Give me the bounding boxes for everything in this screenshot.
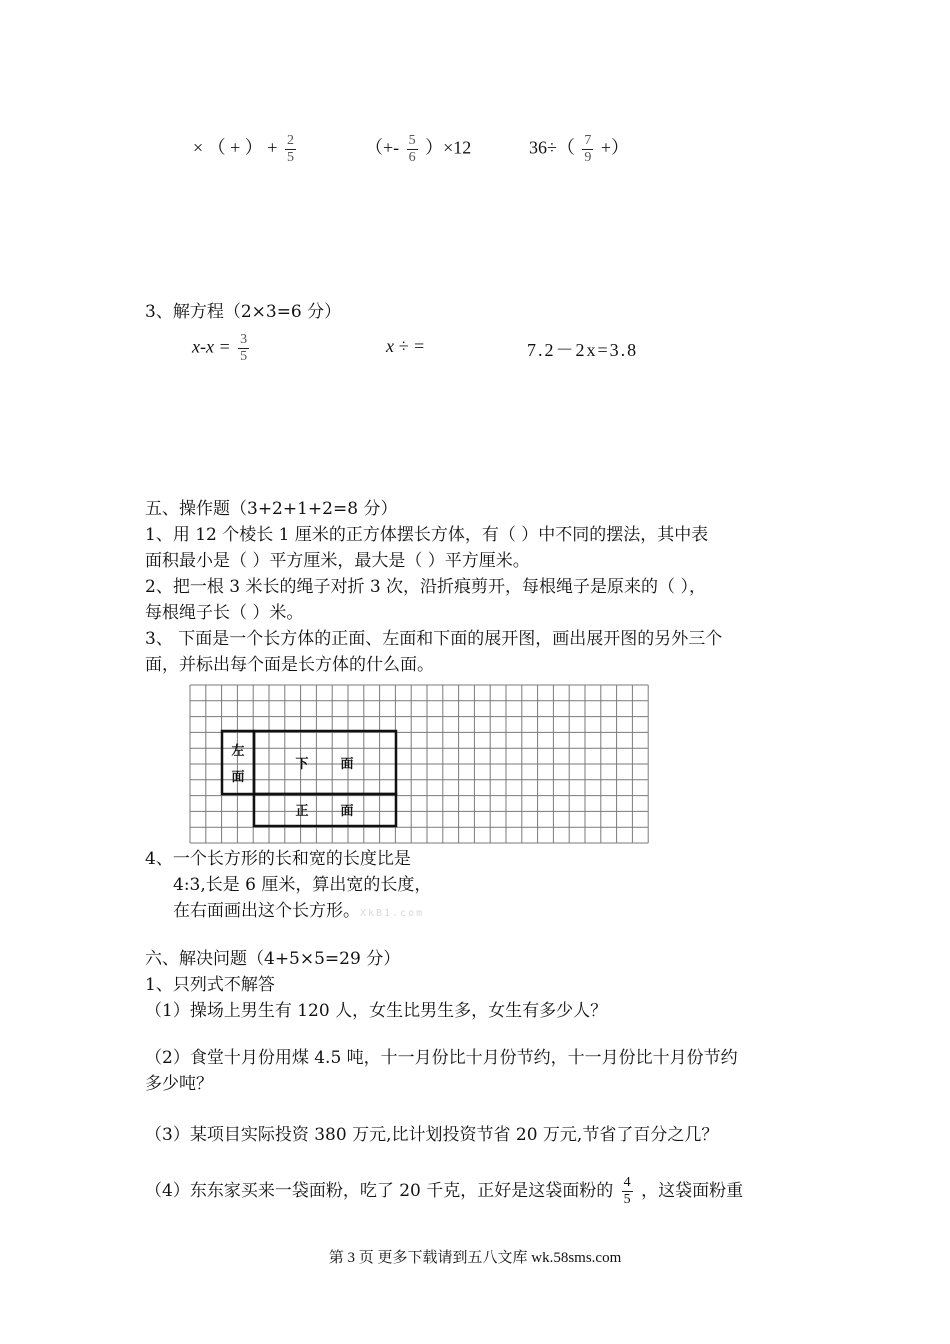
bottom-face-label-2: 面 (340, 757, 354, 772)
s5-q1-line2: 面积最小是（ ）平方厘米，最大是（ ）平方厘米。 (145, 551, 530, 571)
section5-heading: 五、操作题（3+2+1+2=8 分） (145, 499, 398, 519)
equation-3: 7.2－2x=3.8 (527, 340, 639, 360)
s5-q3-line2: 面，并标出每个面是长方体的什么面。 (145, 655, 434, 675)
page-footer: 第 3 页 更多下载请到五八文库 wk.58sms.com (328, 1250, 622, 1266)
s6-problem-4-right: ，这袋面粉重 (641, 1181, 744, 1201)
s5-q1-line1: 1、用 12 个棱长 1 厘米的正方体摆长方体，有（ ）中不同的摆法，其中表 (145, 525, 709, 545)
calc-expr2-fraction: $\frac{5}{6}$ (408, 133, 416, 165)
s6-problem-1: （1）操场上男生有 120 人，女生比男生多，女生有多少人？ (145, 1001, 608, 1021)
front-face-label-1: 正 (295, 804, 309, 819)
grid-lines (190, 685, 648, 843)
calc-expr2-left: （+- (365, 137, 400, 158)
equations-heading: 3、解方程（2×3=6 分） (145, 302, 342, 322)
front-face-rect (254, 794, 396, 826)
calc-expr2-right: ）×12 (425, 137, 472, 158)
calc-expr3-fraction: $\frac{7}{9}$ (584, 133, 592, 165)
left-face-label-2: 面 (231, 770, 245, 785)
left-face-label-1: 左 (231, 744, 245, 759)
s5-q2-line2: 每根绳子长（ ）米。 (145, 603, 304, 623)
equation-1 (192, 332, 252, 365)
s6-problem-2-line2: 多少吨？ (145, 1074, 213, 1094)
s6-problem-4-fraction: $\frac{4}{5}$ (623, 1175, 631, 1207)
equation-2: x ÷ = (386, 336, 426, 356)
calc-expr3-right: +） (600, 137, 630, 158)
section6-heading: 六、解决问题（4+5×5=29 分） (145, 949, 401, 969)
s5-q4-text: 在右面画出这个长方形。 (173, 901, 360, 921)
s6-problem-4 (145, 1175, 743, 1208)
s6-problem-2-line1: （2）食堂十月份用煤 4.5 吨，十一月份比十月份节约，十一月份比十月份节约 (145, 1048, 738, 1068)
watermark: XkB1.com (360, 908, 425, 919)
s6-problem-3: （3）某项目实际投资 380 万元,比计划投资节省 20 万元,节省了百分之几？ (145, 1125, 719, 1145)
s6-subheading: 1、只列式不解答 (145, 975, 275, 995)
calc-expr1-fraction: $\frac{2}{5}$ (286, 133, 294, 165)
calc-expression-2 (365, 133, 471, 166)
calc-expression-3 (529, 133, 629, 166)
calc-expression-1 (193, 133, 299, 166)
front-face-label-2: 面 (340, 804, 354, 819)
equation-1-left: x-x = (192, 336, 231, 357)
s5-q2-line1: 2、把一根 3 米长的绳子对折 3 次，沿折痕剪开，每根绳子是原来的（ ）， (145, 577, 706, 597)
s5-q4-line2: 4:3,长是 6 厘米，算出宽的长度， (173, 875, 432, 895)
equation-1-fraction: $\frac{3}{5}$ (240, 332, 248, 364)
s5-q3-line1: 3、 下面是一个长方体的正面、左面和下面的展开图，画出展开图的另外三个 (145, 629, 723, 649)
s5-q4-line1: 4、一个长方形的长和宽的长度比是 (145, 849, 411, 869)
calc-expr3-left: 36÷（ (529, 137, 575, 158)
s6-problem-4-left: （4）东东家买来一袋面粉，吃了 20 千克，正好是这袋面粉的 (145, 1181, 614, 1201)
bottom-face-label-1: 下 (295, 757, 309, 772)
s5-q4-line3 (173, 898, 424, 927)
bottom-face-rect (254, 731, 396, 794)
calc-expr1-left: × （ + ） + (193, 137, 278, 158)
net-grid (188, 683, 654, 845)
